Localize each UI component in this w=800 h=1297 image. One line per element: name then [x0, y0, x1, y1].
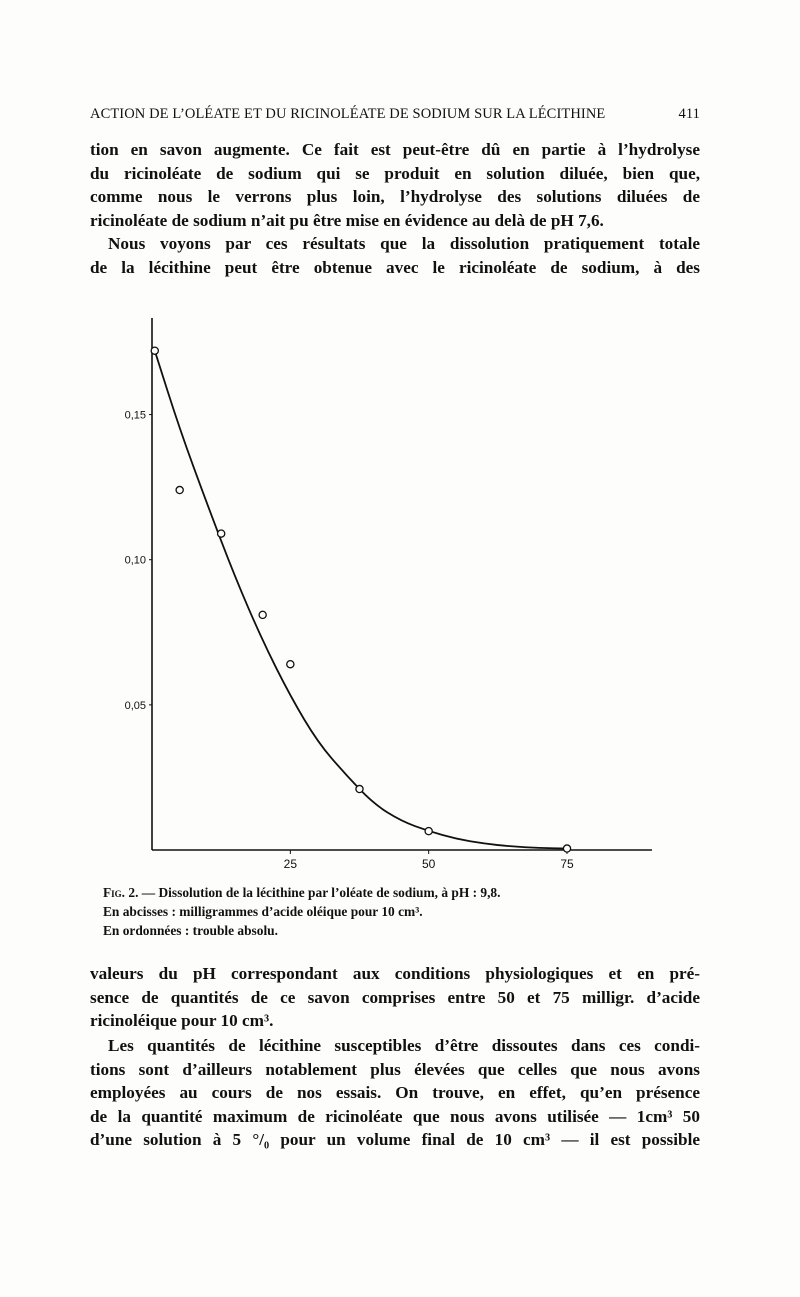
data-point	[563, 845, 570, 852]
paragraph-3	[90, 962, 700, 1033]
text-line: tion en savon augmente. Ce fait est peut-être dû en partie à l’hydrolyse	[90, 140, 700, 159]
figure-caption	[103, 883, 703, 940]
text-line: du ricinoléate de sodium qui se produit en solution diluée, bien que,	[90, 163, 700, 183]
data-point	[176, 486, 183, 493]
x-tick-label: 50	[421, 857, 436, 870]
data-point	[287, 661, 294, 668]
data-point	[151, 347, 158, 354]
data-point	[425, 828, 432, 835]
text-line: Les quantités de lécithine susceptibles d’être dissoutes dans ces condi-	[108, 1036, 700, 1055]
text-line: ricinoléate de sodium n’ait pu être mise en évidence au delà de pH 7,6.	[90, 210, 604, 230]
fit-curve	[155, 351, 567, 849]
paragraph-1	[90, 138, 700, 232]
text-line: employées au cours de nos essais. On trouve, en effet, qu’en présence	[90, 1083, 700, 1103]
text-line: tions sont d’ailleurs notablement plus élevées que celles que nous avons	[90, 1059, 700, 1079]
x-tick-label: 25	[283, 857, 298, 870]
page-number: 411	[678, 106, 700, 122]
running-head	[90, 106, 700, 123]
y-tick-label: 0,15	[124, 409, 146, 422]
caption-title-line	[103, 883, 703, 902]
x-tick-label: 75	[560, 857, 574, 870]
text-line: Nous voyons par ces résultats que la dissolution pratiquement totale	[108, 234, 700, 253]
paragraph-4	[90, 1034, 700, 1152]
y-tick-label: 0,05	[124, 699, 146, 712]
data-point	[218, 530, 225, 537]
text-line: ricinoléique pour 10 cm³.	[90, 1011, 274, 1031]
caption-figure-label: Fig. 2.	[103, 885, 139, 900]
text-line: valeurs du pH correspondant aux conditions physiologiques et en pré-	[90, 964, 700, 983]
text-line: comme nous le verrons plus loin, l’hydrolyse des solutions diluées de	[90, 187, 700, 207]
caption-x-axis: En abcisses : milligrammes d’acide oléique pour 10 cm³.	[103, 904, 423, 919]
paragraph-2	[90, 232, 700, 279]
data-point	[356, 785, 363, 792]
running-head-title: ACTION DE L’OLÉATE ET DU RICINOLÉATE DE SODIUM SUR LA LÉCITHINE	[90, 106, 606, 122]
data-point	[259, 611, 266, 618]
text-line: sence de quantités de ce savon comprises entre 50 et 75 milligr. d’acide	[90, 987, 700, 1007]
figure-chart	[100, 310, 680, 870]
text-line: de la lécithine peut être obtenue avec le ricinoléate de sodium, à des	[90, 257, 700, 277]
caption-title: — Dissolution de la lécithine par l’oléate de sodium, à pH : 9,8.	[138, 885, 501, 900]
caption-y-axis: En ordonnées : trouble absolu.	[103, 923, 278, 938]
text-line: de la quantité maximum de ricinoléate que nous avons utilisée — 1cm³ 50	[90, 1106, 700, 1126]
y-tick-label: 0,10	[124, 554, 146, 567]
text-line: d’une solution à 5 °/₀ pour un volume final de 10 cm³ — il est possible	[90, 1130, 700, 1150]
